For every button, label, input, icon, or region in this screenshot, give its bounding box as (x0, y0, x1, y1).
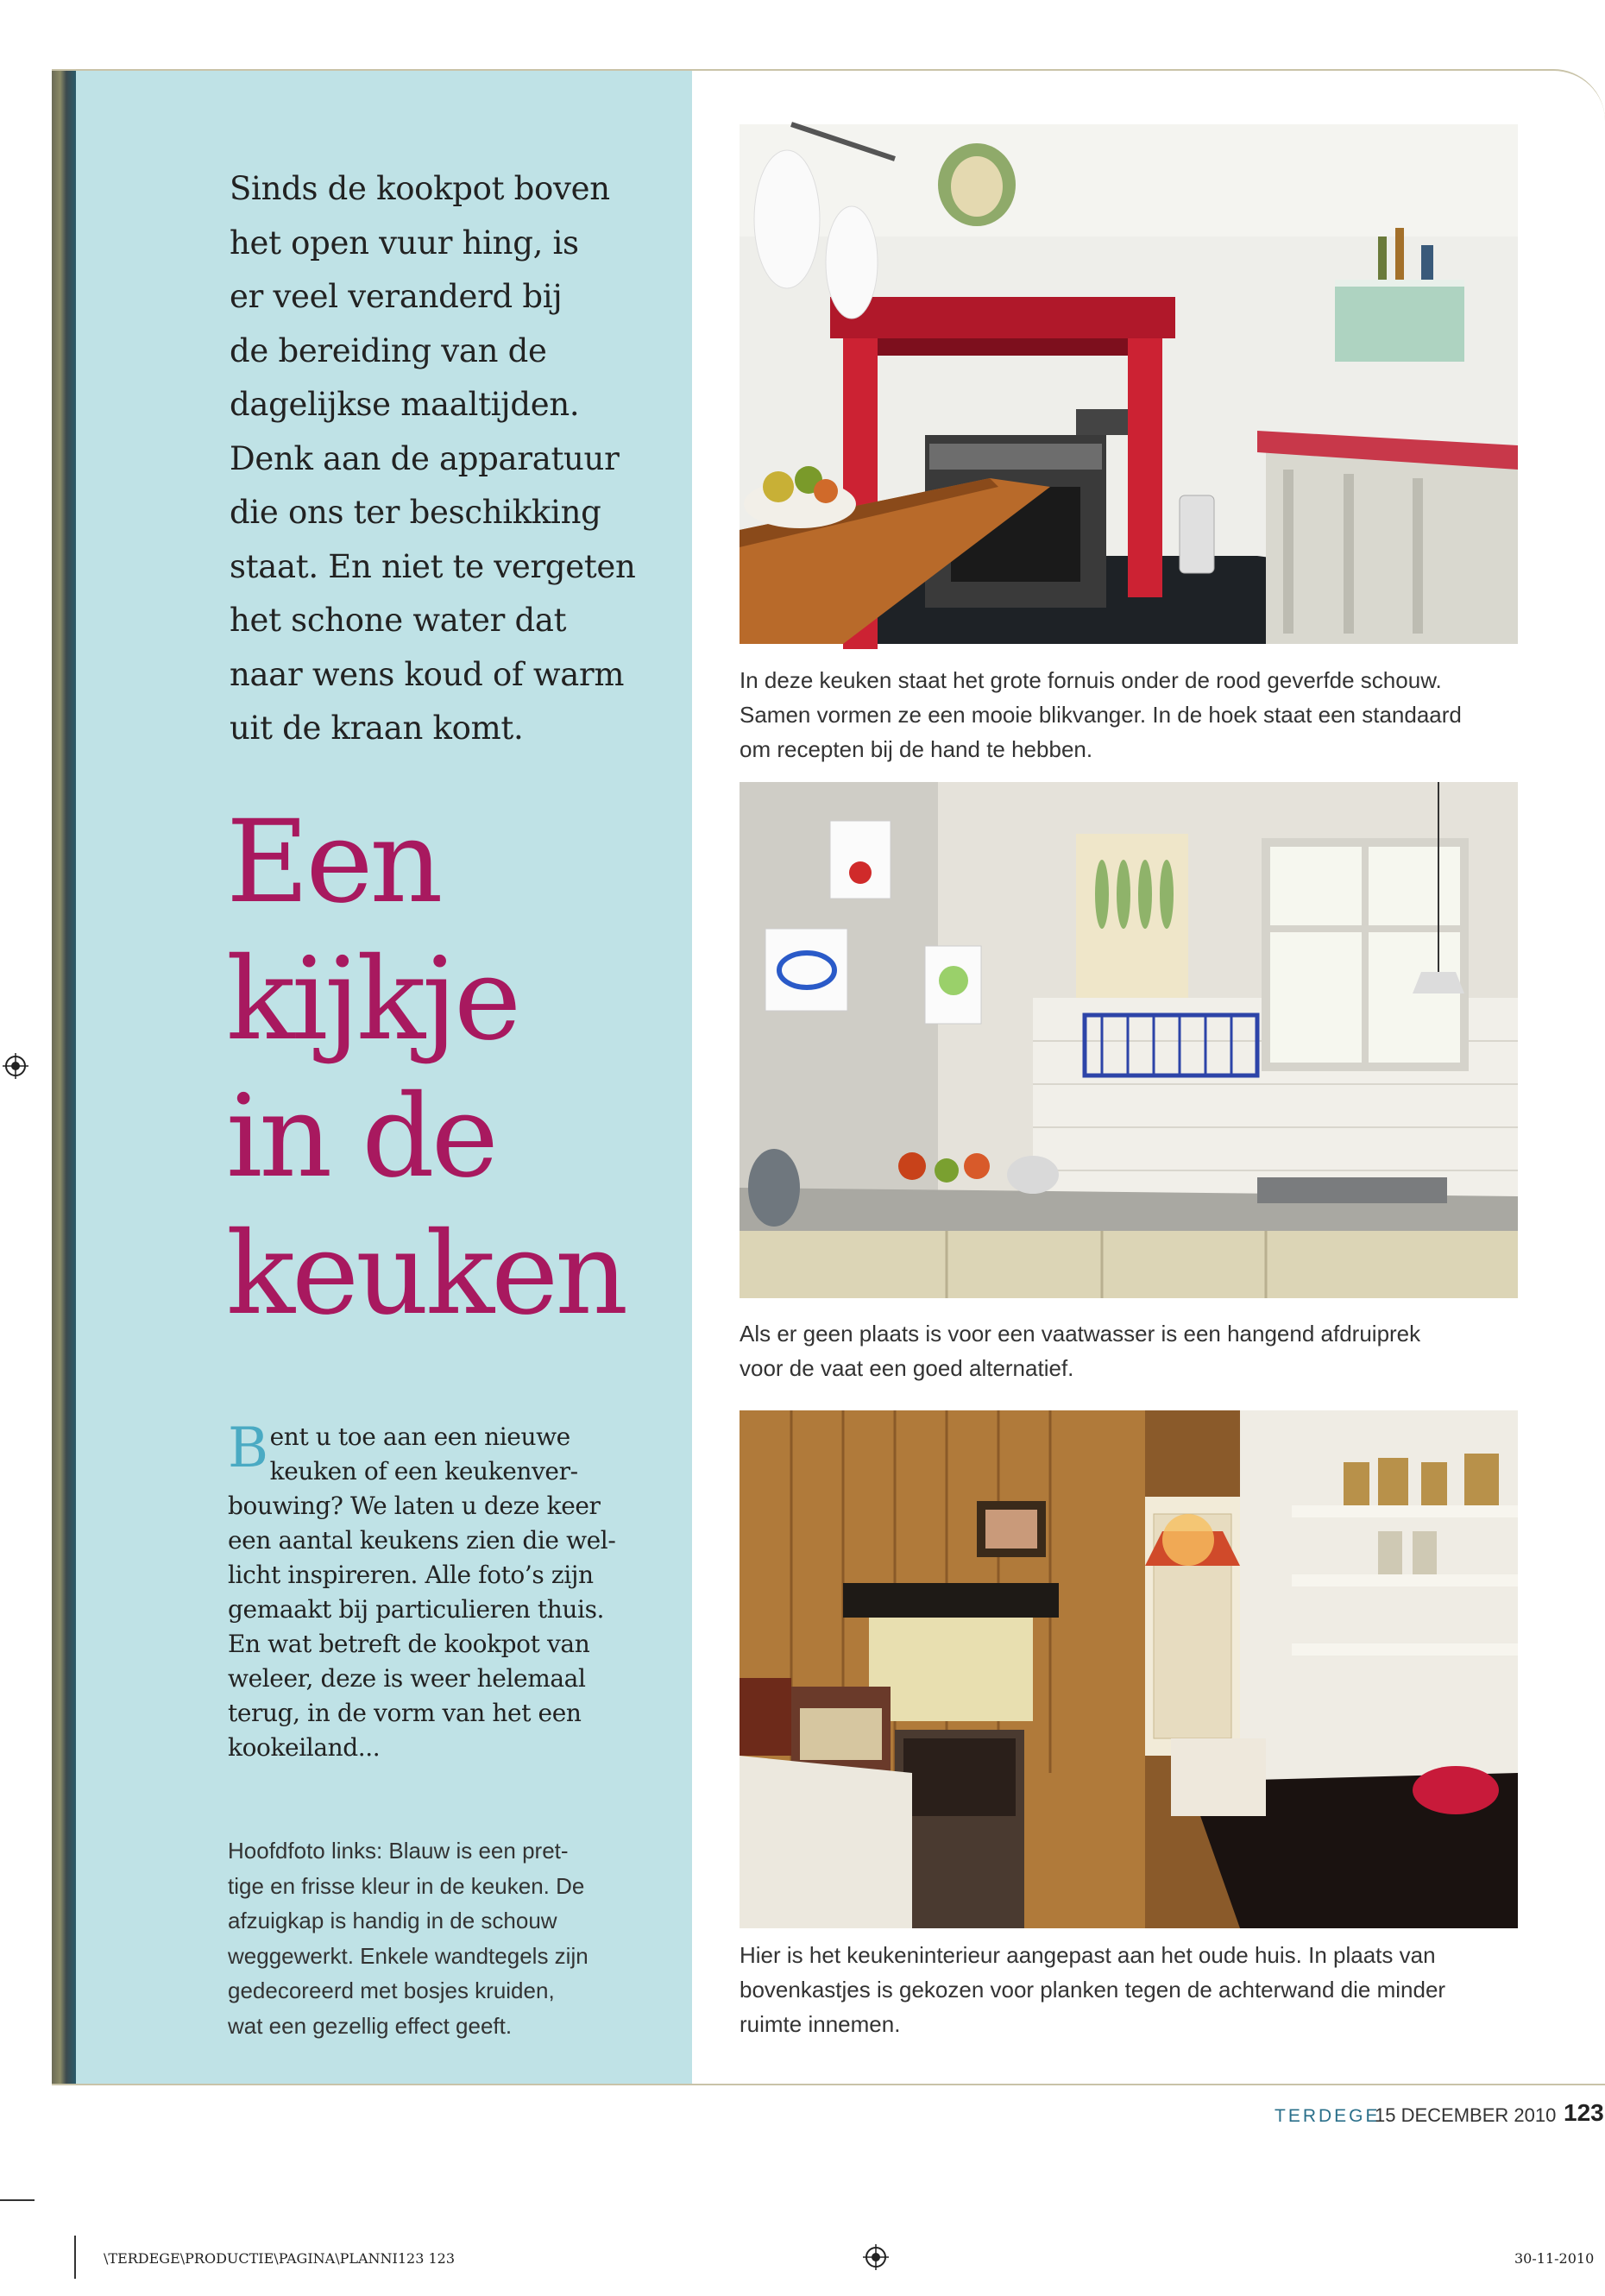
title-line: Een (226, 796, 440, 929)
photo-red-mantel-kitchen (740, 124, 1518, 644)
body-paragraph (228, 1416, 616, 1765)
crop-mark (0, 2199, 35, 2201)
intro-line: staat. En niet te vergeten (230, 547, 636, 585)
caption-line: tige en frisse kleur in de keuken. De (228, 1872, 585, 1899)
caption-line: bovenkastjes is gekozen voor planken tegen de achterwand die minder (740, 1977, 1446, 2003)
body-line: keuken of een keukenver- (269, 1457, 578, 1485)
caption-line: Samen vormen ze een mooie blikvanger. In de hoek staat een standaard (740, 702, 1462, 728)
intro-paragraph (230, 162, 635, 756)
caption-line: Hoofdfoto links: Blauw is een pret- (228, 1838, 569, 1864)
body-line: En wat betreft de kookpot van (228, 1630, 590, 1658)
production-date: 30-11-2010 (1514, 2250, 1595, 2267)
caption-line: In deze keuken staat het grote fornuis onder de rood geverfde schouw. (740, 667, 1442, 693)
intro-line: er veel veranderd bij (230, 278, 563, 315)
intro-line: die ons ter beschikking (230, 494, 601, 531)
intro-line: Sinds de kookpot boven (230, 170, 610, 207)
issue-date: 15 DECEMBER 2010 (1375, 2104, 1557, 2126)
caption-line: om recepten bij de hand te hebben. (740, 736, 1093, 762)
body-line: weleer, deze is weer helemaal (228, 1664, 586, 1693)
crop-mark (74, 2236, 76, 2279)
caption-line: Hier is het keukeninterieur aangepast aan het oude huis. In plaats van (740, 1942, 1436, 1968)
photo-old-house-kitchen (740, 1410, 1518, 1928)
body-line: een aantal keukens zien die wel- (228, 1526, 616, 1555)
caption-line: wat een gezellig effect geeft. (228, 2012, 513, 2039)
body-line: bouwing? We laten u deze keer (228, 1492, 601, 1520)
intro-line: het schone water dat (230, 602, 567, 639)
title-line: kijkje (226, 933, 519, 1066)
drop-cap: B (228, 1416, 268, 1480)
photo-caption (740, 1316, 1518, 1385)
title-line: in de (226, 1070, 495, 1203)
caption-line: gedecoreerd met bosjes kruiden, (228, 1977, 555, 2003)
caption-line: afzuigkap is handig in de schouw (228, 1908, 557, 1933)
production-slug: \TERDEGE\PRODUCTIE\PAGINA\PLANNI123 123 (104, 2250, 456, 2267)
caption-line: ruimte innemen. (740, 2011, 901, 2037)
intro-line: dagelijkse maaltijden. (230, 386, 580, 423)
body-line: licht inspireren. Alle foto’s zijn (228, 1561, 594, 1589)
article-title (226, 794, 675, 1343)
registration-mark-icon (3, 1053, 28, 1079)
photo-dish-rack-kitchen (740, 782, 1518, 1298)
magazine-name: TERDEGE (1275, 2106, 1381, 2126)
body-line: kookeiland... (228, 1733, 381, 1762)
photo-caption (740, 1938, 1518, 2041)
intro-line: naar wens koud of warm (230, 655, 625, 693)
title-line: keuken (226, 1208, 626, 1340)
body-line: gemaakt bij particulieren thuis. (228, 1595, 605, 1624)
intro-line: de bereiding van de (230, 331, 547, 369)
photo-caption (740, 663, 1518, 766)
caption-line: voor de vaat een goed alternatief. (740, 1355, 1074, 1381)
caption-line: weggewerkt. Enkele wandtegels zijn (228, 1942, 588, 1969)
intro-line: Denk aan de apparatuur (230, 439, 620, 477)
registration-mark-icon (863, 2244, 889, 2270)
body-line: terug, in de vorm van het een (228, 1699, 582, 1727)
caption-line: Als er geen plaats is voor een vaatwasser is een hangend afdruiprek (740, 1321, 1421, 1347)
main-photo-edge (52, 71, 76, 2084)
main-photo-caption (228, 1833, 625, 2043)
page-number: 123 (1564, 2099, 1604, 2126)
body-line: ent u toe aan een nieuwe (269, 1422, 570, 1451)
intro-line: uit de kraan komt. (230, 710, 524, 747)
intro-line: het open vuur hing, is (230, 224, 579, 262)
